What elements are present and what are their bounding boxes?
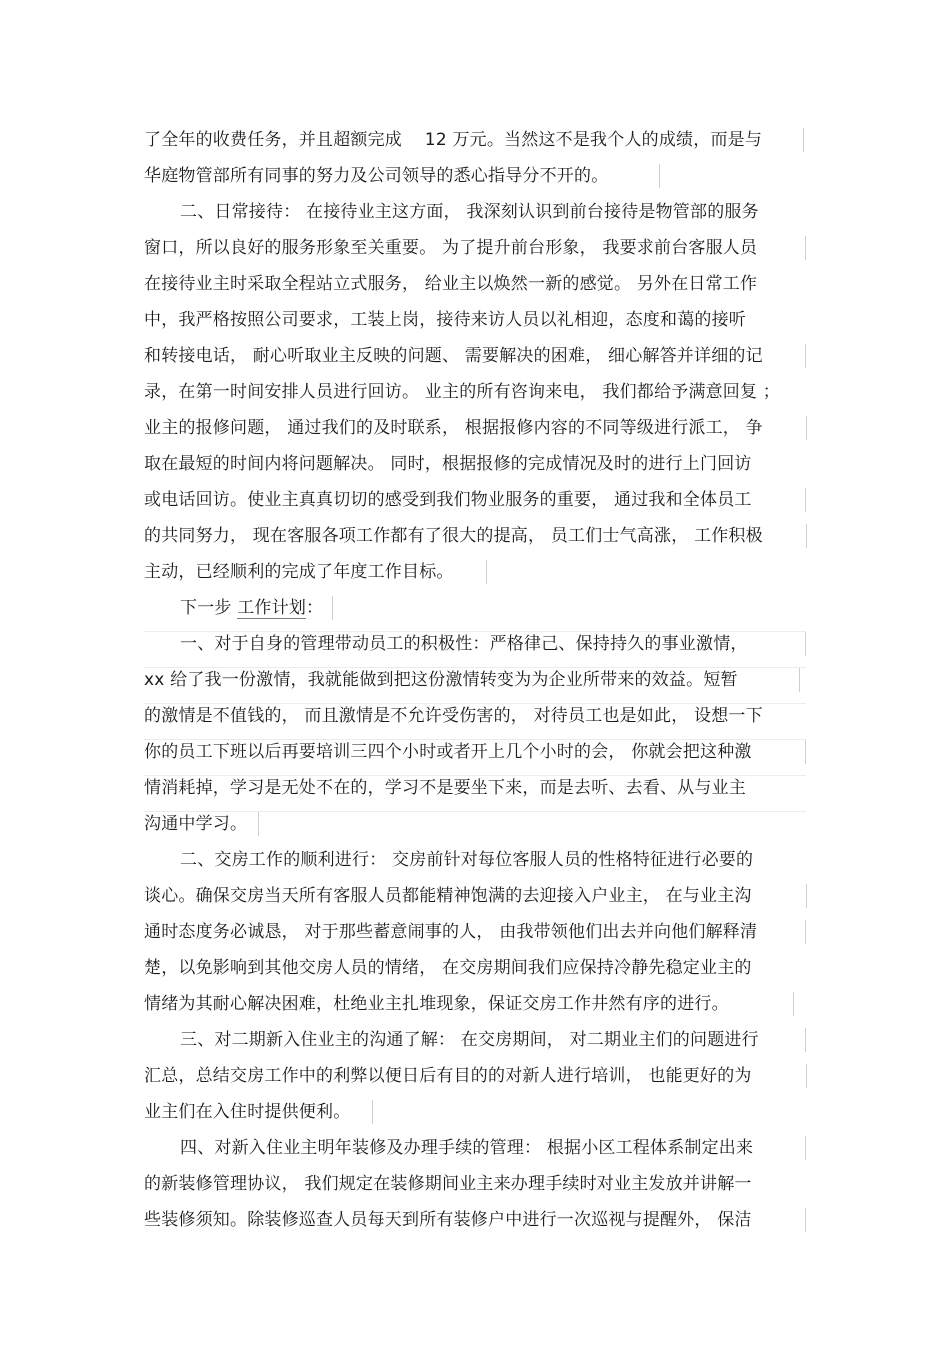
column-divider <box>332 596 333 620</box>
column-divider <box>799 668 800 692</box>
column-divider <box>805 1208 806 1232</box>
column-divider <box>805 1028 806 1052</box>
line-text: 下一步 <box>180 598 232 618</box>
text-line <box>144 266 757 302</box>
line-text: 业主的报修问题， 通过我们的及时联系， 根据报修内容的不同等级进行派工， 争 <box>144 418 763 438</box>
line-text: ： <box>306 598 324 618</box>
column-divider <box>806 524 807 548</box>
line-text: 你的员工下班以后再要培训三四个小时或者开上几个小时的会， 你就会把这种激 <box>144 742 752 762</box>
text-line <box>144 1202 752 1238</box>
text-line <box>144 482 752 518</box>
line-text: xx 给了我一份激情，我就能做到把这份激情转变为为企业所带来的效益。短暂 <box>144 670 738 690</box>
section-heading-line <box>180 1022 759 1058</box>
column-divider <box>806 1064 807 1088</box>
text-line <box>144 1058 752 1094</box>
text-line <box>144 770 746 806</box>
column-divider <box>805 236 806 260</box>
text-line <box>144 518 763 554</box>
column-divider <box>372 1100 373 1124</box>
line-text: 二、日常接待： 在接待业主这方面， 我深刻认识到前台接待是物管部的服务 <box>180 202 759 222</box>
text-line <box>144 662 738 698</box>
line-text: 楚，以免影响到其他交房人员的情绪， 在交房期间我们应保持冷静先稳定业主的 <box>144 958 752 978</box>
line-text: 中，我严格按照公司要求，工装上岗，接待来访人员以礼相迎，态度和蔼的接听 <box>144 310 746 330</box>
text-line <box>144 554 454 590</box>
column-divider <box>805 1136 806 1160</box>
text-line <box>144 1094 350 1130</box>
column-divider <box>258 812 259 836</box>
text-line <box>144 986 729 1022</box>
column-divider <box>805 344 806 368</box>
text-line <box>144 950 752 986</box>
line-text: 三、对二期新入住业主的沟通了解： 在交房期间， 对二期业主们的问题进行 <box>180 1030 759 1050</box>
line-text: 业主们在入住时提供便利。 <box>144 1102 351 1122</box>
column-divider <box>793 992 794 1016</box>
line-text: 或电话回访。使业主真真切切的感受到我们物业服务的重要， 通过我和全体员工 <box>144 490 752 510</box>
line-text: 主动，已经顺利的完成了年度工作目标。 <box>144 562 454 582</box>
line-text: 情绪为其耐心解决困难，杜绝业主扎堆现象，保证交房工作井然有序的进行。 <box>144 994 729 1014</box>
text-line <box>144 338 763 374</box>
line-text: 的激情是不值钱的， 而且激情是不允许受伤害的， 对待员工也是如此， 设想一下 <box>144 706 763 726</box>
column-divider <box>803 128 804 152</box>
text-line <box>144 410 763 446</box>
text-line <box>144 806 247 842</box>
text-line <box>144 122 762 158</box>
line-text: 的新装修管理协议， 我们规定在装修期间业主来办理手续时对业主发放并讲解一 <box>144 1174 752 1194</box>
column-divider <box>659 164 660 188</box>
line-text: 些装修须知。除装修巡查人员每天到所有装修户中进行一次巡视与提醒外， 保洁 <box>144 1210 752 1230</box>
column-divider <box>805 740 806 764</box>
work-plan-link[interactable]: 工作计划 <box>237 598 307 618</box>
text-line <box>144 230 757 266</box>
line-text: 沟通中学习。 <box>144 814 248 834</box>
column-divider <box>806 884 807 908</box>
section-heading-line <box>180 1130 753 1166</box>
section-heading-line <box>180 194 759 230</box>
column-divider <box>486 560 487 584</box>
line-text: 的共同努力， 现在客服各项工作都有了很大的提高， 员工们士气高涨， 工作积极 <box>144 526 763 546</box>
section-heading-line <box>180 626 748 662</box>
text-line <box>144 374 780 410</box>
line-text: 了全年的收费任务，并且超额完成 12 万元。当然这不是我个人的成绩，而是与 <box>144 130 763 150</box>
line-text: 情消耗掉，学习是无处不在的，学习不是要坐下来，而是去听、去看、从与业主 <box>144 778 746 798</box>
column-divider <box>805 632 806 656</box>
line-text: 和转接电话， 耐心听取业主反映的问题、 需要解决的困难， 细心解答并详细的记 <box>144 346 763 366</box>
line-text: 华庭物管部所有同事的努力及公司领导的悉心指导分不开的。 <box>144 166 609 186</box>
column-divider <box>806 416 807 440</box>
line-text: 录，在第一时间安排人员进行回访。 业主的所有咨询来电， 我们都给予满意回复 ； <box>144 382 781 402</box>
column-divider <box>805 920 806 944</box>
line-text: 汇总，总结交房工作中的利弊以便日后有目的的对新人进行培训， 也能更好的为 <box>144 1066 752 1086</box>
line-text: 在接待业主时采取全程站立式服务， 给业主以焕然一新的感觉。 另外在日常工作 <box>144 274 758 294</box>
section-heading-line <box>180 842 753 878</box>
line-text: 窗口，所以良好的服务形象至关重要。 为了提升前台形象， 我要求前台客服人员 <box>144 238 758 258</box>
text-line <box>144 302 746 338</box>
line-text: 通时态度务必诚恳， 对于那些蓄意闹事的人， 由我带领他们出去并向他们解释清 <box>144 922 758 942</box>
line-text: 四、对新入住业主明年装修及办理手续的管理： 根据小区工程体系制定出来 <box>180 1138 754 1158</box>
line-text: 一、对于自身的管理带动员工的积极性：严格律己、保持持久的事业激情， <box>180 634 748 654</box>
text-line <box>144 878 752 914</box>
text-line <box>144 158 608 194</box>
line-text: 取在最短的时间内将问题解决。 同时，根据报修的完成情况及时的进行上门回访 <box>144 454 752 474</box>
plan-heading-line <box>180 590 323 626</box>
line-text: 二、交房工作的顺利进行： 交房前针对每位客服人员的性格特征进行必要的 <box>180 850 754 870</box>
text-line <box>144 1166 752 1202</box>
line-text: 谈心。确保交房当天所有客服人员都能精神饱满的去迎接入户业主， 在与业主沟 <box>144 886 752 906</box>
column-divider <box>805 488 806 512</box>
text-line <box>144 698 763 734</box>
text-line <box>144 914 757 950</box>
text-line <box>144 734 752 770</box>
text-line <box>144 446 752 482</box>
